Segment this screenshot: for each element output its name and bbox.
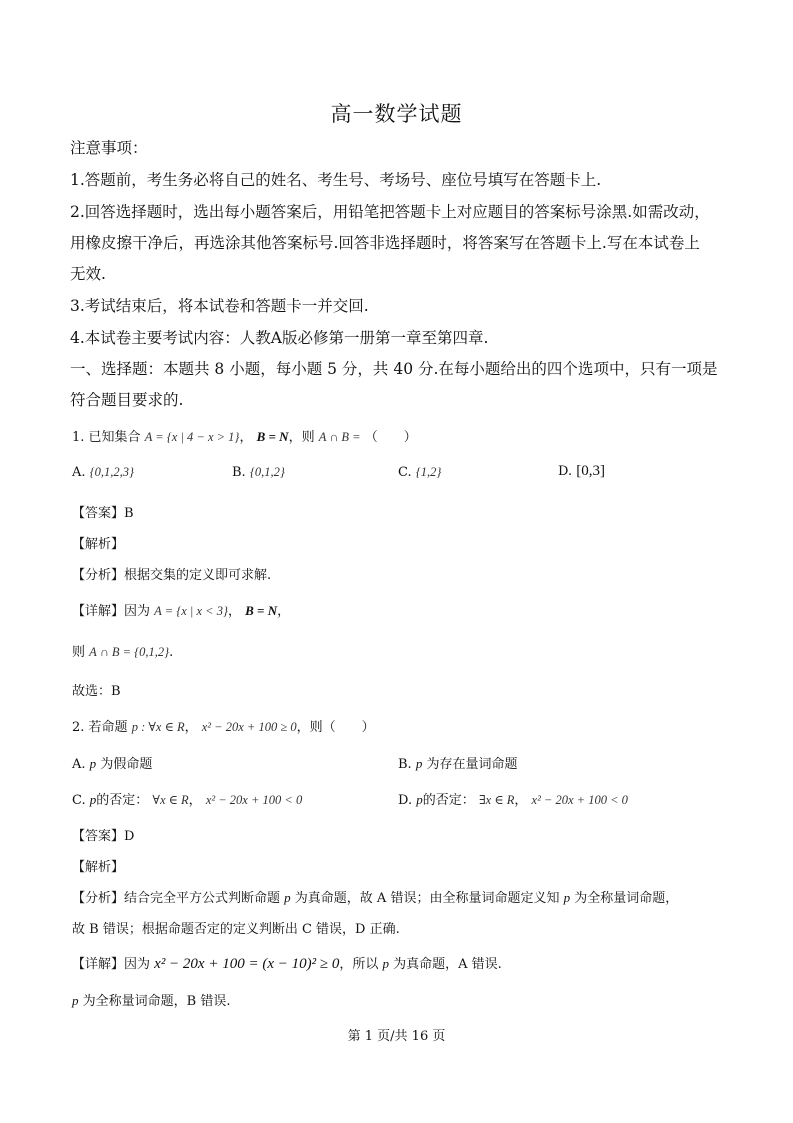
- q1-fenxi: 【分析】根据交集的定义即可求解.: [72, 568, 272, 583]
- q2-last-text: 为全称量词命题，B 错误.: [82, 994, 231, 1009]
- q2-fenxi-var-2: p: [563, 890, 571, 905]
- q2-option-c: [72, 789, 302, 808]
- q2-xiangjie-prefix: 【详解】因为: [72, 957, 151, 972]
- q1-option-d-value: [0,3]: [576, 463, 605, 479]
- q2-last-line: [72, 990, 230, 1009]
- q2-comma: ，: [184, 720, 198, 735]
- q2-last-var: p: [72, 993, 79, 1008]
- q1-ze-end: .: [169, 645, 174, 660]
- q2-answer: 【答案】D: [72, 829, 135, 844]
- notice-item-2-line-3: 无效.: [70, 265, 106, 283]
- q2-inequality: x² − 20x + 100 ≥ 0: [201, 720, 297, 734]
- q2-fenxi-var: p: [284, 890, 291, 905]
- q1-sep: ，: [239, 430, 253, 445]
- q1-option-b: [232, 465, 285, 480]
- page-title: 高一数学试题: [330, 102, 463, 126]
- q1-option-a: [72, 465, 134, 480]
- notice-item-2-line-1: 2.回答选择题时，选出每小题答案后，用铅笔把答题卡上对应题目的答案标号涂黑.如需改动，: [70, 203, 710, 221]
- q1-paren: （ ）: [364, 430, 417, 445]
- q1-ze-expression: A ∩ B = {0,1,2}: [89, 645, 170, 659]
- question-1-stem: [72, 426, 417, 445]
- q2-option-d-text: 的否定：: [422, 793, 475, 808]
- q2-option-c-comma: ，: [188, 793, 202, 808]
- q2-prefix: 2. 若命题: [72, 720, 128, 735]
- q2-option-b-var: p: [415, 756, 423, 771]
- q1-guxuan: 故选：B: [72, 684, 121, 699]
- notice-item-2-line-2: 用橡皮擦干净后，再选涂其他答案标号.回答非选择题时，将答案写在答题卡上.写在本试卷上: [70, 234, 700, 252]
- q2-option-c-label: C.: [72, 793, 86, 808]
- section-heading-line-2: 符合题目要求的.: [70, 391, 184, 409]
- q1-xiangjie-set-b: B = N: [245, 603, 278, 618]
- q2-option-c-inequality: x² − 20x + 100 < 0: [205, 793, 303, 807]
- q2-fenxi-line-1: [72, 887, 678, 906]
- q1-option-c-label: C.: [398, 465, 412, 480]
- q2-proposition: p : ∀x ∈ R: [131, 720, 185, 734]
- question-2-stem: [72, 716, 375, 735]
- q1-ze-prefix: 则: [72, 645, 86, 660]
- q1-option-a-label: A.: [72, 465, 86, 480]
- q1-option-b-value: {0,1,2}: [249, 465, 285, 479]
- notice-item-4: 4.本试卷主要考试内容：人教A版必修第一册第一章至第四章.: [70, 329, 489, 347]
- q1-intersection: A ∩ B =: [318, 430, 361, 444]
- q1-option-c: [398, 465, 441, 480]
- q1-xiangjie: [72, 600, 290, 619]
- section-heading-line-1: 一、选择题：本题共 8 小题，每小题 5 分，共 40 分.在每小题给出的四个选项中，只有一项是: [70, 360, 718, 378]
- q2-option-b-text: 为存在量词命题: [426, 757, 518, 772]
- q1-set-a: A = {x | 4 − x > 1}: [144, 430, 240, 444]
- q2-option-d-comma: ，: [514, 793, 528, 808]
- q1-xiangjie-end: ，: [277, 604, 291, 619]
- q2-option-a-label: A.: [72, 757, 86, 772]
- q2-option-d-quantifier: ∃x ∈ R: [478, 793, 515, 807]
- q1-option-d: [558, 463, 605, 480]
- q2-xiangjie-var: p: [382, 956, 389, 971]
- q1-option-c-value: {1,2}: [415, 465, 442, 479]
- q1-analysis-tag: 【解析】: [72, 537, 125, 552]
- q1-xiangjie-sep: ，: [227, 604, 241, 619]
- notice-heading: 注意事项：: [70, 139, 148, 157]
- q2-option-c-quantifier: ∀x ∈ R: [152, 793, 189, 807]
- page-footer: 第 1 页/共 16 页: [347, 1029, 446, 1044]
- q2-option-d-var: p: [416, 792, 423, 807]
- q2-analysis-tag: 【解析】: [72, 860, 125, 875]
- q2-option-c-text: 的否定：: [96, 793, 149, 808]
- q1-sep-2: ，则: [288, 430, 315, 445]
- q2-option-a-var: p: [89, 756, 97, 771]
- q2-fenxi-line-2: 故 B 错误；根据命题否定的定义判断出 C 错误，D 正确.: [72, 922, 400, 937]
- q2-option-a-text: 为假命题: [100, 757, 153, 772]
- q1-option-a-value: {0,1,2,3}: [89, 465, 135, 479]
- q2-fenxi-part-c: 为全称量词命题，: [574, 891, 679, 906]
- notice-item-1: 1.答题前，考生务必将自己的姓名、考生号、考场号、座位号填写在答题卡上.: [70, 171, 602, 189]
- q2-xiangjie-end: 为真命题，A 错误.: [393, 957, 502, 972]
- q2-xiangjie-expression: x² − 20x + 100 = (x − 10)² ≥ 0: [154, 956, 340, 972]
- q1-xiangjie-set-a: A = {x | x < 3}: [154, 604, 228, 618]
- q2-xiangjie-mid: ，所以: [339, 957, 379, 972]
- q1-option-d-label: D.: [558, 464, 573, 479]
- q2-option-b: [398, 753, 517, 772]
- q1-prefix: 1. 已知集合: [72, 430, 141, 445]
- q2-option-d: [398, 789, 628, 808]
- q2-fenxi-part-a: 【分析】结合完全平方公式判断命题: [72, 891, 281, 906]
- q2-option-a: [72, 753, 152, 772]
- q1-answer: 【答案】B: [72, 506, 134, 521]
- notice-item-3: 3.考试结束后，将本试卷和答题卡一并交回.: [70, 297, 369, 315]
- q2-option-d-inequality: x² − 20x + 100 < 0: [531, 793, 628, 807]
- q1-set-b: B = N: [256, 429, 289, 444]
- q2-suffix: ，则（ ）: [296, 720, 375, 735]
- q2-option-d-label: D.: [398, 793, 413, 808]
- q2-fenxi-part-b: 为真命题，故 A 错误；由全称量词命题定义知: [294, 891, 560, 906]
- q2-option-c-var: p: [89, 792, 97, 807]
- q1-ze: [72, 641, 173, 660]
- q1-option-b-label: B.: [232, 465, 246, 480]
- q2-option-b-label: B.: [398, 757, 412, 772]
- q1-xiangjie-prefix: 【详解】因为: [72, 604, 151, 619]
- q2-xiangjie: [72, 953, 502, 973]
